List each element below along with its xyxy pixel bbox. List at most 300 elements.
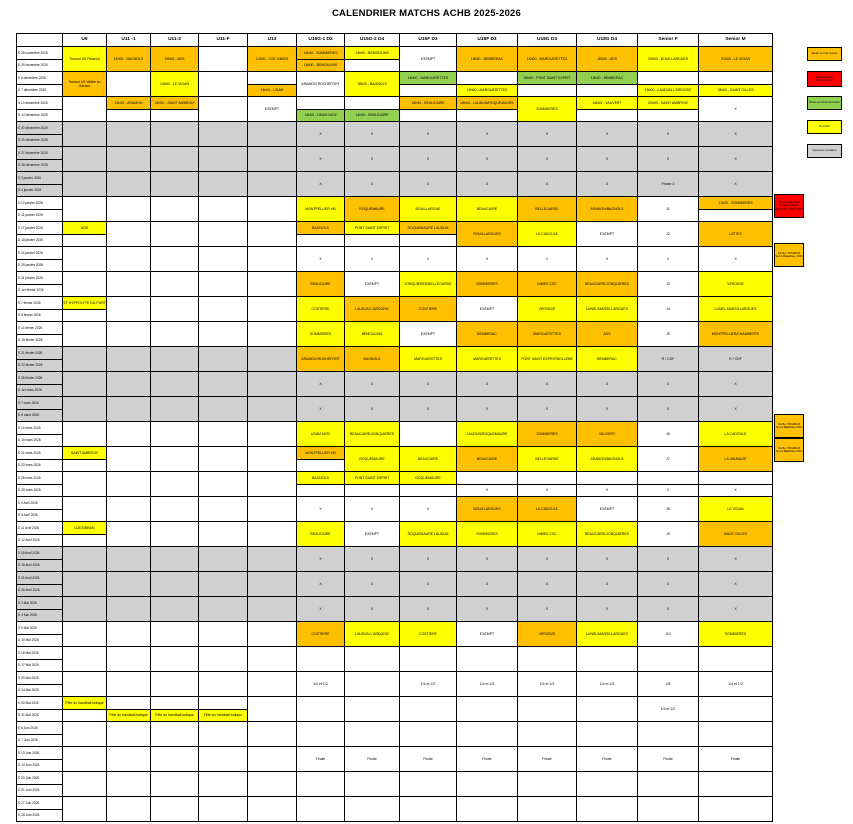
empty-cell <box>107 797 151 822</box>
empty-cell <box>107 747 151 772</box>
empty-cell <box>63 672 107 697</box>
match-cell <box>107 697 151 710</box>
match-cell: 21h00 - SOMMIERES <box>699 197 773 210</box>
date-cell: D 3 Mai 2026 <box>17 609 63 622</box>
empty-cell <box>151 572 199 597</box>
date-cell: S 16 Mai 2026 <box>17 647 63 660</box>
match-cell: X <box>699 147 773 172</box>
match-cell: COSTIERE <box>297 297 345 322</box>
date-cell: S 30 Mai 2026 <box>17 697 63 710</box>
empty-cell <box>63 422 107 447</box>
date-cell: D 11 janvier 2026 <box>17 209 63 222</box>
empty-cell <box>199 472 248 497</box>
match-cell <box>638 472 699 485</box>
empty-cell <box>107 147 151 172</box>
match-cell: 14h00 - SOMMIERES <box>297 47 345 60</box>
date-cell: D 4 janvier 2026 <box>17 184 63 197</box>
calendar-table <box>16 33 773 822</box>
match-cell: X <box>297 597 345 622</box>
empty-cell <box>151 422 199 447</box>
match-cell: X <box>577 597 638 622</box>
match-cell: EXEMPT <box>457 622 518 647</box>
match-cell: BAGNOLS <box>345 347 400 372</box>
match-cell: LA CADOULE <box>699 422 773 447</box>
match-cell <box>638 109 699 122</box>
match-cell: X <box>400 247 457 272</box>
match-cell: LUNEL MARSILLARGUES <box>699 297 773 322</box>
empty-cell <box>248 447 297 472</box>
match-cell <box>457 72 518 85</box>
empty-cell <box>151 747 199 772</box>
match-cell: X <box>699 247 773 272</box>
match-cell: X <box>345 172 400 197</box>
match-cell: COSTIERE <box>297 622 345 647</box>
empty-cell <box>151 297 199 322</box>
match-cell <box>345 722 400 747</box>
empty-cell <box>151 722 199 747</box>
match-cell <box>297 647 345 672</box>
empty-cell <box>248 747 297 772</box>
match-cell <box>297 484 345 497</box>
date-cell: D 7 décembre 2025 <box>17 84 63 97</box>
date-cell: S 29 novembre 2025 <box>17 47 63 60</box>
match-cell: X <box>457 147 518 172</box>
match-cell: X <box>518 147 577 172</box>
empty-cell <box>151 372 199 397</box>
match-cell: PONT SAINT ESPRIT <box>345 472 400 485</box>
match-cell <box>400 84 457 97</box>
empty-cell <box>151 272 199 297</box>
empty-cell <box>248 522 297 547</box>
match-cell <box>297 697 345 722</box>
match-cell: X <box>577 372 638 397</box>
match-cell <box>577 109 638 122</box>
match-cell <box>400 109 457 122</box>
date-cell: D 10 Mai 2026 <box>17 634 63 647</box>
match-cell: EXEMPT <box>577 497 638 522</box>
empty-cell <box>107 447 151 472</box>
empty-cell <box>107 122 151 147</box>
match-cell: EXEMPT <box>400 322 457 347</box>
match-cell <box>638 72 699 85</box>
date-cell: S 2 Mai 2026 <box>17 597 63 610</box>
match-cell: 21h00 - LE VIGAN <box>699 47 773 72</box>
match-cell: BEAUCAIRE <box>297 522 345 547</box>
date-cell: D 28 Juin 2026 <box>17 809 63 822</box>
match-cell: X <box>297 397 345 422</box>
week-row <box>17 772 773 785</box>
date-cell: D 28 décembre 2025 <box>17 159 63 172</box>
match-cell: SOMMIERES <box>457 272 518 297</box>
empty-cell <box>151 547 199 572</box>
match-cell: 18h00 - PONT SAINT ESPRIT <box>518 72 577 85</box>
empty-cell <box>248 672 297 697</box>
match-cell: 14h00 - USAM <box>248 84 297 97</box>
empty-cell <box>199 272 248 297</box>
match-cell: SOMMIERES <box>297 322 345 347</box>
date-cell: D 14 Juin 2026 <box>17 759 63 772</box>
date-cell: S 11 Avril 2026 <box>17 522 63 535</box>
match-cell: BAGNOLS <box>297 222 345 235</box>
week-row <box>17 122 773 135</box>
match-cell: X <box>699 572 773 597</box>
date-cell: S 7 février 2026 <box>17 297 63 310</box>
date-cell: S 25 Avril 2026 <box>17 572 63 585</box>
date-cell: D 31 Mai 2026 <box>17 709 63 722</box>
match-cell: Fête du handball ludique <box>63 697 107 710</box>
week-row <box>17 697 773 710</box>
match-cell: NIMES CSC <box>518 522 577 547</box>
empty-cell <box>151 172 199 197</box>
match-cell <box>297 797 345 822</box>
match-cell: COSTIERE <box>400 622 457 647</box>
match-cell: X <box>638 547 699 572</box>
empty-cell <box>248 772 297 797</box>
match-cell <box>400 647 457 672</box>
week-row <box>17 647 773 660</box>
date-cell: S 24 janvier 2026 <box>17 247 63 260</box>
match-cell: Finale <box>699 747 773 772</box>
match-cell: MARGUERITTES <box>518 322 577 347</box>
empty-cell <box>107 647 151 672</box>
match-cell: LA VAUNAGE <box>699 447 773 472</box>
empty-cell <box>151 247 199 272</box>
empty-cell <box>199 622 248 647</box>
match-cell <box>63 309 107 322</box>
match-cell <box>518 722 577 747</box>
match-cell: Phase 2 <box>638 172 699 197</box>
empty-cell <box>199 572 248 597</box>
match-cell: X <box>699 597 773 622</box>
date-cell: D 29 mars 2026 <box>17 484 63 497</box>
match-cell <box>518 772 577 797</box>
match-cell: Finale <box>297 747 345 772</box>
empty-cell <box>199 397 248 422</box>
match-cell: ADS <box>63 222 107 235</box>
match-cell: BELLEGARDE <box>518 197 577 222</box>
match-cell <box>345 234 400 247</box>
empty-cell <box>151 447 199 472</box>
match-cell: J9 <box>638 522 699 547</box>
date-cell: D 22 mars 2026 <box>17 459 63 472</box>
empty-cell <box>199 122 248 147</box>
empty-cell <box>107 222 151 247</box>
date-cell: D 8 février 2026 <box>17 309 63 322</box>
match-cell: BELLEGARDE <box>518 447 577 472</box>
match-cell: X <box>297 497 345 522</box>
week-row <box>17 522 773 535</box>
match-cell: SOMMIERES <box>518 97 577 122</box>
match-cell: X <box>577 247 638 272</box>
empty-cell <box>199 197 248 222</box>
match-cell: 18h00 - LAUDUN/ROQUEMAURE <box>457 97 518 110</box>
match-cell <box>63 234 107 247</box>
match-cell: X <box>457 597 518 622</box>
match-cell <box>577 472 638 485</box>
empty-cell <box>248 397 297 422</box>
empty-cell <box>63 597 107 622</box>
match-cell <box>699 647 773 672</box>
date-cell: D 25 janvier 2026 <box>17 259 63 272</box>
side-note: Vérifier TOURNOI Sud à Baladrias, 2026 <box>774 243 804 267</box>
empty-cell <box>248 647 297 672</box>
match-cell <box>400 797 457 822</box>
match-cell <box>400 484 457 497</box>
empty-cell <box>199 147 248 172</box>
match-cell: X <box>400 397 457 422</box>
empty-cell <box>199 322 248 347</box>
empty-cell <box>199 597 248 622</box>
empty-cell <box>151 397 199 422</box>
empty-cell <box>63 172 107 197</box>
match-cell <box>345 647 400 672</box>
match-cell: ROQUEMAURE LAUDUN <box>400 222 457 235</box>
match-cell: X <box>345 247 400 272</box>
legend-item: Week-end d'Anniversaire <box>807 96 842 110</box>
match-cell <box>518 647 577 672</box>
match-cell: X <box>518 484 577 497</box>
match-cell: J10 <box>638 622 699 647</box>
match-cell: ARAMON ROCHEFORT <box>297 347 345 372</box>
match-cell: X <box>345 397 400 422</box>
match-cell <box>699 797 773 822</box>
match-cell: J1 <box>638 197 699 222</box>
match-cell: Finale <box>518 747 577 772</box>
match-cell: LAUDUN/ROQUEMAURE <box>457 422 518 447</box>
match-cell: ROQUEMAURE <box>345 197 400 222</box>
match-cell <box>400 422 457 447</box>
date-cell: S 13 décembre 2025 <box>17 97 63 110</box>
empty-cell <box>63 747 107 772</box>
match-cell: X <box>638 247 699 272</box>
week-row <box>17 222 773 235</box>
date-cell: S 20 décembre 2025 <box>17 122 63 135</box>
match-cell: Tournoi U9 Pétanck <box>63 47 107 72</box>
week-row <box>17 247 773 260</box>
match-cell: LAUDUN L'ARDOISE <box>345 622 400 647</box>
match-cell <box>699 722 773 747</box>
match-cell: X <box>518 547 577 572</box>
date-cell: S 21 février 2026 <box>17 347 63 360</box>
match-cell <box>699 772 773 797</box>
empty-cell <box>199 72 248 97</box>
empty-cell <box>199 372 248 397</box>
match-cell: LA CADOULE <box>518 497 577 522</box>
match-cell: LUNEL/MARSILLARGUES <box>577 622 638 647</box>
match-cell <box>518 472 577 485</box>
side-note: Tournoi Handball Féminin 18 ans Beaucaire 18/01 2026 <box>774 194 804 218</box>
match-cell: LA CADOULE <box>518 222 577 247</box>
match-cell: X <box>638 122 699 147</box>
match-cell: X <box>699 122 773 147</box>
match-cell: 1/4 et 1/2 <box>699 672 773 697</box>
match-cell: X <box>457 247 518 272</box>
week-row <box>17 747 773 760</box>
empty-cell <box>248 347 297 372</box>
date-cell: S 14 mars 2026 <box>17 422 63 435</box>
empty-cell <box>63 247 107 272</box>
match-cell: 15h00 - ARAMON <box>107 97 151 110</box>
match-cell: 14h00 - CSC NIMES <box>248 47 297 72</box>
match-cell: 1/4 et 1/2 <box>518 672 577 697</box>
match-cell: VERGEZE <box>518 622 577 647</box>
week-row <box>17 422 773 435</box>
match-cell: X <box>638 397 699 422</box>
match-cell: Tournoi U9 Vallée du Gardon <box>63 72 107 97</box>
empty-cell <box>248 272 297 297</box>
empty-cell <box>248 122 297 147</box>
empty-cell <box>248 197 297 222</box>
match-cell: X <box>457 122 518 147</box>
empty-cell <box>151 147 199 172</box>
empty-cell <box>107 247 151 272</box>
header-team: Senior F <box>638 34 699 47</box>
match-cell: EXEMPT <box>345 522 400 547</box>
match-cell <box>638 647 699 672</box>
match-cell: ARAMON/BAGNOLS <box>577 447 638 472</box>
match-cell: J7 <box>638 447 699 472</box>
match-cell: PONT SAINT ESPRIT/BOLLENE <box>518 347 577 372</box>
match-cell: BAGNOLS <box>297 472 345 485</box>
match-cell: LAUDUN L'ARDOISE <box>345 297 400 322</box>
empty-cell <box>199 497 248 522</box>
match-cell: 16h30 - BEAUCAIRE <box>400 97 457 110</box>
empty-cell <box>63 472 107 497</box>
empty-cell <box>151 622 199 647</box>
date-cell: S 7 mars 2026 <box>17 397 63 410</box>
empty-cell <box>248 247 297 272</box>
empty-cell <box>63 122 107 147</box>
date-cell: S 4 Avril 2026 <box>17 497 63 510</box>
header-date <box>17 34 63 47</box>
date-cell: S 31 janvier 2026 <box>17 272 63 285</box>
match-cell: Finale <box>457 747 518 772</box>
date-cell: D 15 février 2026 <box>17 334 63 347</box>
match-cell: X <box>297 572 345 597</box>
match-cell: BEMOULINS <box>345 322 400 347</box>
empty-cell <box>107 172 151 197</box>
empty-cell <box>107 297 151 322</box>
empty-cell <box>151 522 199 547</box>
empty-cell <box>107 322 151 347</box>
match-cell <box>400 772 457 797</box>
empty-cell <box>63 497 107 522</box>
match-cell: BEAUCAIRE <box>457 197 518 222</box>
match-cell: ROQUEMAURE <box>345 447 400 472</box>
empty-cell <box>107 397 151 422</box>
match-cell: R / CDF <box>699 347 773 372</box>
match-cell: SOMMIERES <box>699 622 773 647</box>
match-cell: X <box>518 372 577 397</box>
match-cell <box>518 797 577 822</box>
match-cell: BEMBERAC <box>457 322 518 347</box>
empty-cell <box>199 247 248 272</box>
match-cell: X <box>400 497 457 522</box>
match-cell <box>297 97 345 110</box>
week-row <box>17 472 773 485</box>
match-cell: 16h00 - VAUVERT <box>577 97 638 110</box>
empty-cell <box>63 372 107 397</box>
empty-cell <box>107 572 151 597</box>
date-cell: S 28 mars 2026 <box>17 472 63 485</box>
match-cell: 1/4 et 1/2 <box>297 672 345 697</box>
date-cell: S 17 janvier 2026 <box>17 222 63 235</box>
match-cell: X <box>518 597 577 622</box>
match-cell <box>248 72 297 85</box>
match-cell <box>457 772 518 797</box>
match-cell <box>400 697 457 722</box>
empty-cell <box>248 722 297 747</box>
match-cell: X <box>638 484 699 497</box>
match-cell: USAM NIO2 <box>297 422 345 447</box>
match-cell: X <box>699 547 773 572</box>
match-cell: Finale <box>577 747 638 772</box>
match-cell <box>577 722 638 747</box>
match-cell <box>345 672 400 697</box>
match-cell: 16h00 - BEMOULINS <box>297 59 345 72</box>
date-cell: S 27 Juin 2026 <box>17 797 63 810</box>
match-cell: X <box>345 122 400 147</box>
date-cell: D 17 Mai 2026 <box>17 659 63 672</box>
match-cell: X <box>345 372 400 397</box>
match-cell: EXEMPT <box>577 222 638 247</box>
match-cell: 20h00 - BOUILLARGUES <box>638 47 699 72</box>
match-cell <box>345 772 400 797</box>
match-cell: ADS <box>577 322 638 347</box>
match-cell: X <box>518 247 577 272</box>
match-cell: 14h00 - BEMOULINS <box>345 47 400 60</box>
match-cell: 20h00 - SAINT AMBROIX <box>638 97 699 110</box>
match-cell <box>297 234 345 247</box>
date-cell: S 6 Juin 2026 <box>17 722 63 735</box>
date-cell: S 21 mars 2026 <box>17 447 63 460</box>
match-cell: ST HYPPOLYTE DU FORT <box>63 297 107 310</box>
empty-cell <box>199 447 248 472</box>
date-cell: D 22 février 2026 <box>17 359 63 372</box>
match-cell: Fête du handball ludique <box>107 709 151 722</box>
empty-cell <box>151 772 199 797</box>
match-cell: X <box>577 572 638 597</box>
match-cell: X <box>577 397 638 422</box>
empty-cell <box>151 347 199 372</box>
match-cell <box>457 697 518 722</box>
match-cell <box>577 84 638 97</box>
week-row <box>17 397 773 410</box>
header-team: U11-2 <box>151 34 199 47</box>
match-cell: X <box>577 147 638 172</box>
match-cell <box>699 472 773 485</box>
date-cell: D 1er mars 2026 <box>17 384 63 397</box>
match-cell: SAINT GILLES <box>699 522 773 547</box>
match-cell: X <box>518 172 577 197</box>
match-cell <box>518 84 577 97</box>
match-cell <box>199 697 248 710</box>
week-row <box>17 72 773 85</box>
match-cell: X <box>400 122 457 147</box>
empty-cell <box>151 672 199 697</box>
match-cell: BEAUCAIRE/JONQUIERES <box>577 272 638 297</box>
date-cell: D 18 janvier 2026 <box>17 234 63 247</box>
match-cell <box>63 534 107 547</box>
match-cell: 16h00 - MARGUERITTES <box>400 72 457 85</box>
week-row <box>17 797 773 810</box>
match-cell: X <box>699 97 773 122</box>
header-team: U9 <box>63 34 107 47</box>
empty-cell <box>248 297 297 322</box>
date-cell: D 8 mars 2026 <box>17 409 63 422</box>
week-row <box>17 447 773 460</box>
date-cell: D 15 mars 2026 <box>17 434 63 447</box>
